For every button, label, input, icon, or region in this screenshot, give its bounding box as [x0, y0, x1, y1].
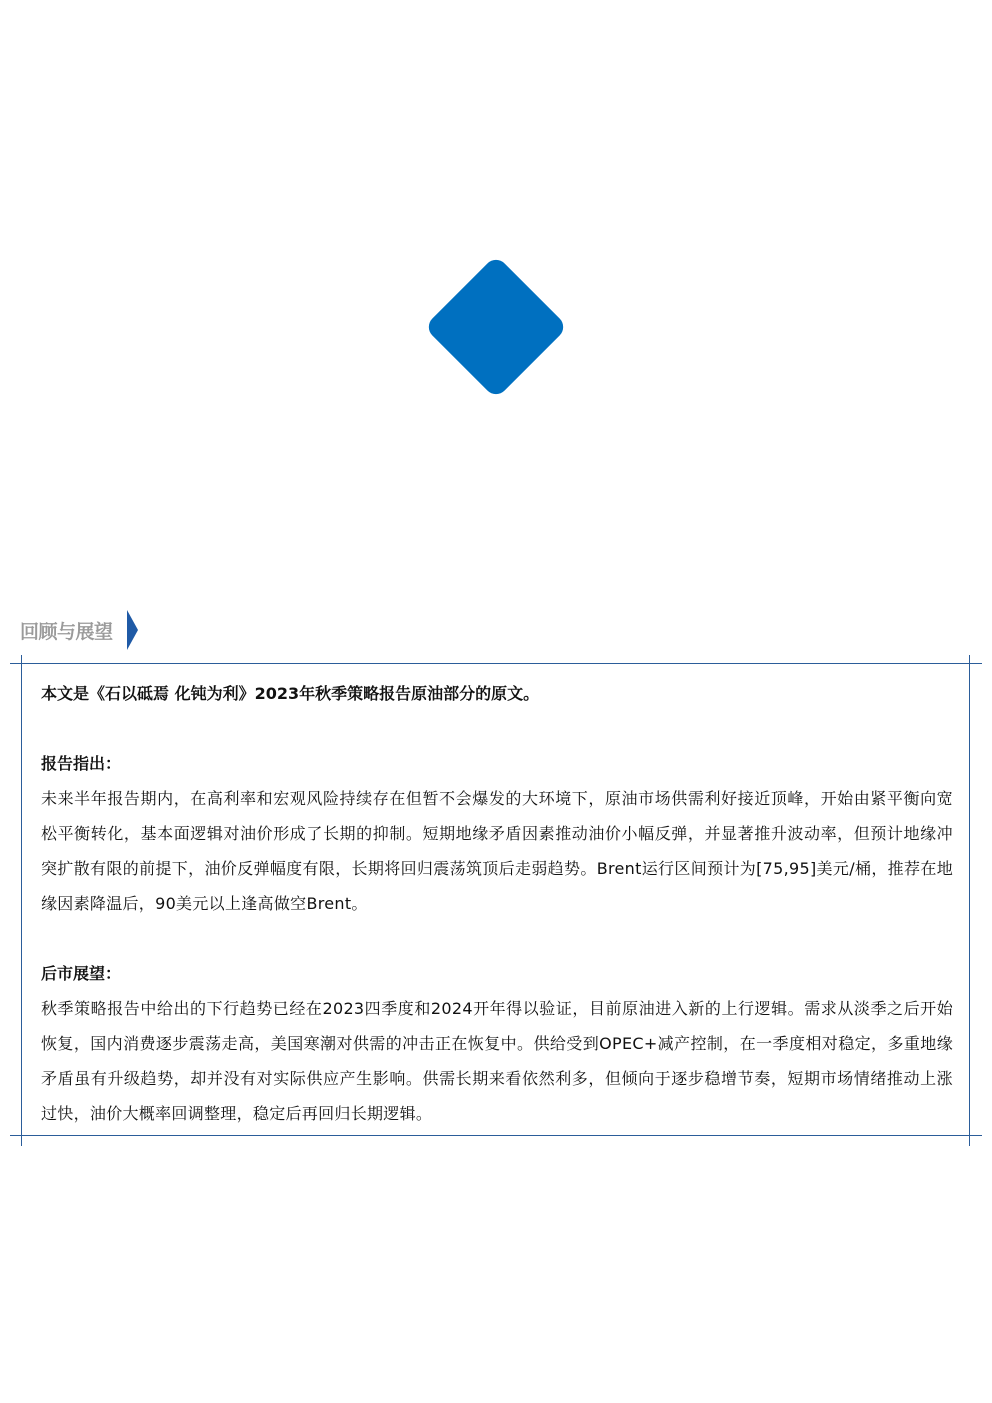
section-title: 回顾与展望 [20, 620, 113, 643]
report-heading: 报告指出： [41, 754, 122, 773]
arrow-right-icon [127, 610, 138, 650]
frame-top-line [10, 663, 982, 664]
intro-text: 本文是《石以砥焉 化钝为利》2023年秋季策略报告原油部分的原文。 [41, 684, 540, 703]
section-header [20, 610, 138, 650]
outlook-body: 秋季策略报告中给出的下行趋势已经在2023四季度和2024开年得以验证，目前原油进入新的上行逻辑。需求从淡季之后开始恢复，国内消费逐步震荡走高，美国寒潮对供需的冲击正在恢复中。供给受到OPEC+减产控制，在一季度相对稳定，多重地缘矛盾虽有升级趋势，却并没有对实际供应产生影响。供需长期来看依然利多，但倾向于逐步稳增节奏，短期市场情绪推动上涨过快，油价大概率回调整理，稳定后再回归长期逻辑。 [41, 999, 953, 1123]
report-body: 未来半年报告期内，在高利率和宏观风险持续存在但暂不会爆发的大环境下，原油市场供需利好接近顶峰，开始由紧平衡向宽松平衡转化，基本面逻辑对油价形成了长期的抑制。短期地缘矛盾因素推动油价小幅反弹，并显著推升波动率，但预计地缘冲突扩散有限的前提下，油价反弹幅度有限，长期将回归震荡筑顶后走弱趋势。Brent运行区间预计为[75,95]美元/桶，推荐在地缘因素降温后，90美元以上逢高做空Brent。 [41, 789, 953, 913]
frame-bottom-line [10, 1135, 982, 1136]
frame-right-line [969, 655, 970, 1146]
content-box [41, 676, 953, 1131]
diamond-logo-icon [424, 255, 568, 399]
frame-left-line [21, 655, 22, 1146]
outlook-heading: 后市展望： [41, 964, 122, 983]
